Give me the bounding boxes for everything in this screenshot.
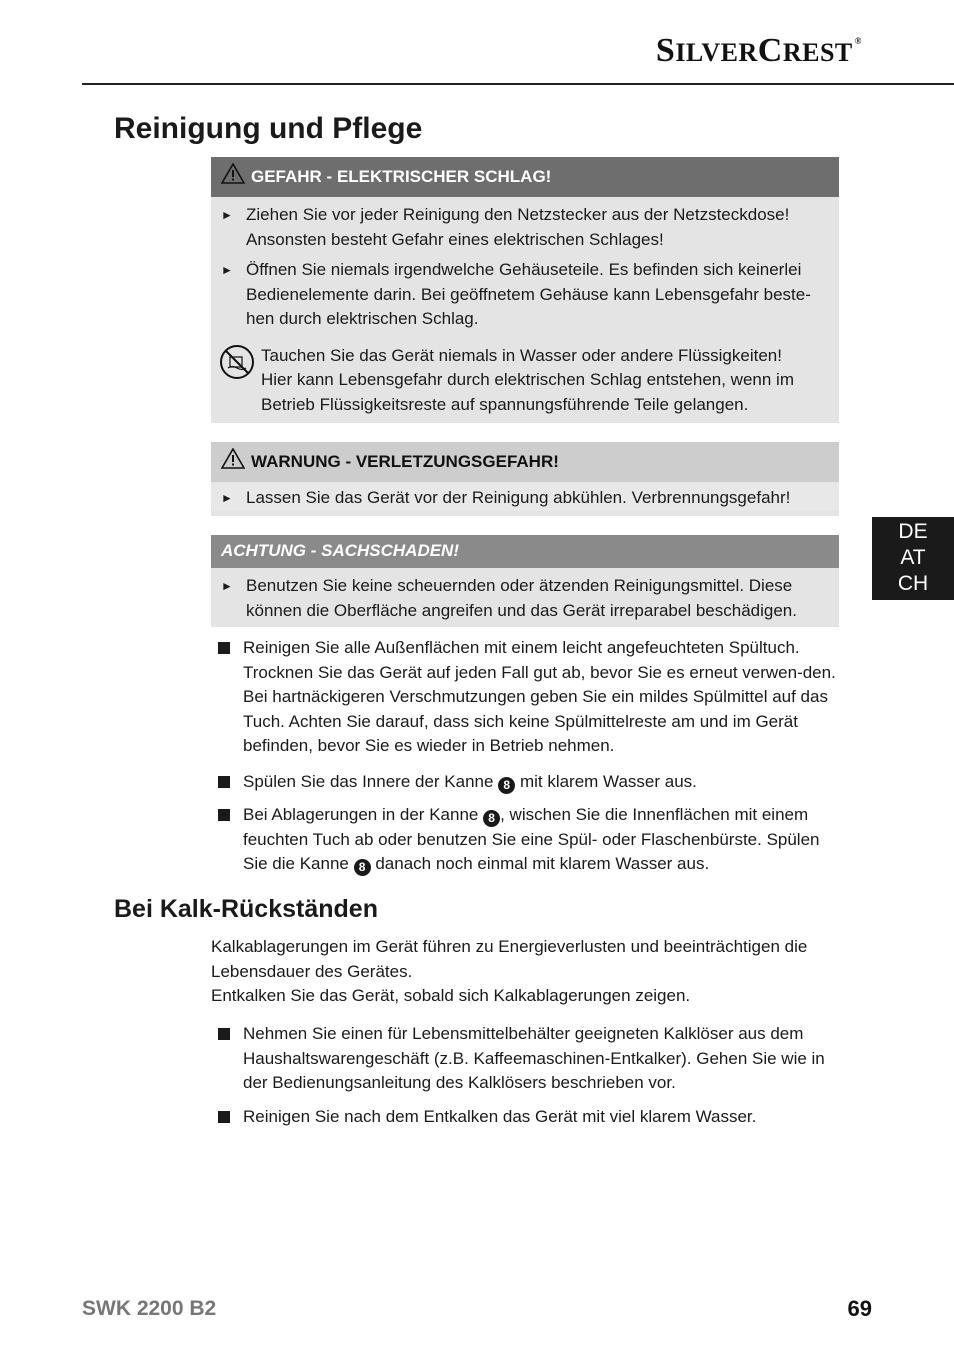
- descaling-intro: Kalkablagerungen im Gerät führen zu Energieverlusten und beeinträchtigen die Lebensdauer des Gerätes. Entkalken Sie das Gerät, sobald sich Kalkablagerungen zeigen.: [211, 937, 808, 1005]
- list-item: ► Benutzen Sie keine scheuernden oder ätzenden Reinigungsmittel. Diese können die Oberfläche angreifen und das Gerät irreparabel beschädigen.: [221, 576, 797, 620]
- list-item: Nehmen Sie einen für Lebensmittelbehälter geeigneten Kalklöser aus dem Haushaltswarengeschäft (z.B. Kaffeemaschinen-Entkalker). Gehen Sie wie in der Bedienungsanleitung des Kalklösers beschrieben vor.: [218, 1022, 838, 1096]
- list-item: Reinigen Sie nach dem Entkalken das Gerät mit viel klarem Wasser.: [218, 1105, 838, 1130]
- arrow-bullet-icon: ►: [221, 491, 233, 505]
- brand-logo: SILVERCREST ®: [655, 32, 862, 69]
- arrow-bullet-icon: ►: [221, 263, 233, 277]
- caution-heading: ACHTUNG - SACHSCHADEN!: [211, 535, 839, 568]
- arrow-bullet-icon: ►: [221, 579, 233, 593]
- danger-heading: GEFAHR - ELEKTRISCHER SCHLAG!: [211, 157, 839, 197]
- danger-box: [211, 157, 839, 423]
- page-title: Reinigung und Pflege: [114, 112, 423, 145]
- warning-box: [211, 442, 839, 516]
- square-bullet-icon: [218, 1028, 230, 1040]
- list-item: ► Ziehen Sie vor jeder Reinigung den Netzstecker aus der Netzsteckdose! Ansonsten besteht Gefahr eines elektrischen Schlages!: [221, 205, 790, 249]
- list-item: ► Lassen Sie das Gerät vor der Reinigung abkühlen. Verbrennungsgefahr!: [211, 486, 839, 511]
- part-number-badge: 8: [498, 777, 515, 794]
- list-item: ► Öffnen Sie niemals irgendwelche Gehäuseteile. Es befinden sich keinerlei Bedienelemente darin. Bei geöffnetem Gehäuse kann Lebensgefahr beste-hen durch elektrischen Schlag.: [221, 260, 811, 328]
- square-bullet-icon: [218, 809, 230, 821]
- footer-model: SWK 2200 B2: [82, 1297, 217, 1320]
- square-bullet-icon: [218, 642, 230, 654]
- language-tab: DE AT CH: [872, 517, 954, 600]
- list-item: Reinigen Sie alle Außenflächen mit einem leicht angefeuchteten Spültuch. Trocknen Sie das Gerät auf jeden Fall gut ab, bevor Sie es erneut verwen-den. Bei hartnäckigeren Verschmutzungen geben Sie ein mildes Spülmittel auf das Tuch. Achten Sie darauf, dass sich keine Spülmittelreste am und im Gerät befinden, bevor Sie es wieder in Betrieb nehmen.: [218, 636, 838, 759]
- no-water-immersion-icon: [219, 344, 255, 388]
- part-number-badge: 8: [483, 810, 500, 827]
- list-item: Bei Ablagerungen in der Kanne 8 , wischen Sie die Innenflächen mit einem feuchten Tuch ab oder benutzen Sie eine Spül- oder Flaschenbürste. Spülen Sie die Kanne 8 danach noch einmal mit klarem Wasser aus.: [218, 803, 838, 877]
- arrow-bullet-icon: ►: [221, 208, 233, 222]
- warning-heading: WARNUNG - VERLETZUNGSGEFAHR!: [211, 442, 839, 482]
- section-title-descaling: Bei Kalk-Rückständen: [114, 895, 378, 923]
- part-number-badge: 8: [354, 859, 371, 876]
- warning-triangle-icon: [221, 163, 245, 192]
- list-item: Spülen Sie das Innere der Kanne 8 mit klarem Wasser aus.: [218, 770, 838, 795]
- page-number: 69: [847, 1296, 872, 1321]
- header-rule: [82, 83, 954, 85]
- square-bullet-icon: [218, 776, 230, 788]
- warning-triangle-icon: [221, 448, 245, 477]
- caution-box: [211, 535, 839, 627]
- square-bullet-icon: [218, 1111, 230, 1123]
- no-water-note: Tauchen Sie das Gerät niemals in Wasser oder andere Flüssigkeiten! Hier kann Lebensgefahr durch elektrischen Schlag entstehen, wenn im Betrieb Flüssigkeitsreste auf spannungsführende Teile gelangen.: [211, 344, 839, 418]
